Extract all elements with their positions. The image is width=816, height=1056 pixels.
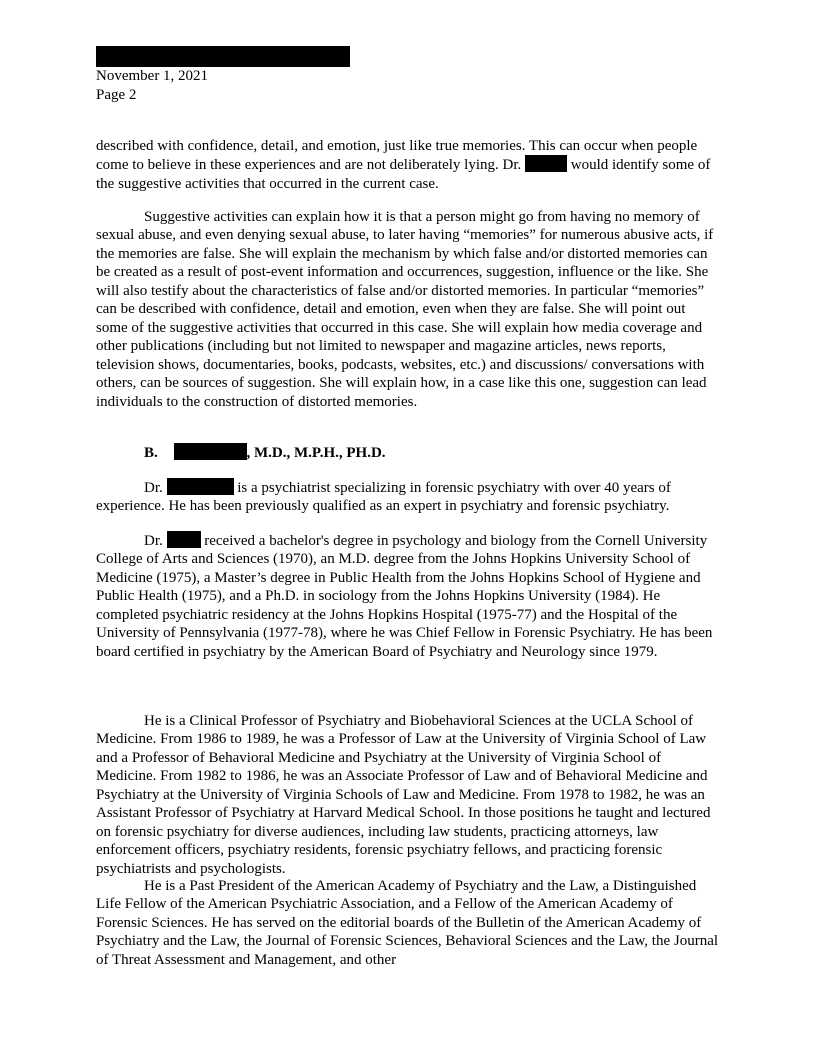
paragraph-2-text: Suggestive activities can explain how it is that a person might go from having no memory of sexual abuse, and even denying sexual abuse, to later having “memories” for numerous abusive acts, if the memories are false. She will explain the mechanism by which false and/or distorted memories can be created as a result of post-event information and occurrences, suggestion, influence or the like. She will also testify about the characteristics of false and/or distorted memories. In particular “memories” can be described with confidence, detail and emotion, even when they are false. She will point out some of the suggestive activities that occurred in this case. She will explain how media coverage and other publications (including but not limited to newspaper and magazine articles, news reports, television shows, documentaries, books, podcasts, websites, etc.) and discussions/ conversations with others, can be sources of suggestion. She will explain how, in a case like this one, suggestion can lead individuals to the construction of distorted memories. [96, 209, 714, 410]
redacted-name [525, 155, 567, 172]
paragraph-3 [96, 478, 720, 516]
paragraph-6 [96, 877, 720, 969]
paragraph-1 [96, 137, 720, 193]
redacted-addressee-block [96, 46, 350, 67]
redacted-name [174, 443, 247, 460]
paragraph-1-text-b: would identify some of the suggestive activities that occurred in the current case. [96, 157, 711, 192]
paragraph-3-text-a: Dr. [144, 480, 163, 496]
paragraph-4-text-b: received a bachelor's degree in psychology and biology from the Cornell University College of Arts and Sciences (1970), an M.D. degree from the Johns Hopkins University School of Medicine (1975), a Master’s degree in Public Health from the Johns Hopkins School of Hygiene and Public Health (1975), and a Ph.D. in sociology from the Johns Hopkins University (1984). He completed psychiatric residency at the Johns Hopkins Hospital (1975-77) and the Hospital of the University of Pennsylvania (1977-78), where he was Chief Fellow in Forensic Psychiatry. He has been board certified in psychiatry by the American Board of Psychiatry and Neurology since 1979. [96, 533, 713, 660]
paragraph-6-text: He is a Past President of the American Academy of Psychiatry and the Law, a Distinguished Life Fellow of the American Psychiatric Association, and a Fellow of the American Academy of Forensic Sciences. He has served on the editorial boards of the Bulletin of the American Academy of Psychiatry and the Law, the Journal of Forensic Sciences, Behavioral Sciences and the Law, the Journal of Threat Assessment and Management, and other [96, 878, 719, 968]
paragraph-4 [96, 531, 720, 661]
section-heading-credentials: , M.D., M.P.H., PH.D. [246, 445, 386, 461]
paragraph-5-text: He is a Clinical Professor of Psychiatry and Biobehavioral Sciences at the UCLA School of Medicine. From 1986 to 1989, he was a Professor of Law at the University of Virginia School of Law and a Professor of Behavioral Medicine and Psychiatry at the University of Virginia School of Medicine. From 1982 to 1986, he was an Associate Professor of Law and of Behavioral Medicine and Psychiatry at the University of Virginia Schools of Law and Medicine. From 1978 to 1982, he was an Assistant Professor of Psychiatry at Harvard Medical School. In those positions he taught and lectured on forensic psychiatry for diverse audiences, including law students, practicing attorneys, law enforcement officers, psychiatry residents, forensic psychiatry fellows, and practicing forensic psychiatrists and psychologists. [96, 713, 711, 877]
paragraph-3-text-b: is a psychiatrist specializing in forensic psychiatry with over 40 years of experience. He has been previously qualified as an expert in psychiatry and forensic psychiatry. [96, 480, 671, 515]
redacted-name [167, 531, 201, 548]
paragraph-2 [96, 208, 720, 411]
letter-date: November 1, 2021 [96, 68, 209, 84]
paragraph-1-text-a: described with confidence, detail, and emotion, just like true memories. This can occur when people come to believe in these experiences and are not deliberately lying. Dr. [96, 138, 698, 174]
redacted-name [167, 478, 234, 495]
paragraph-4-text-a: Dr. [144, 533, 163, 549]
section-letter: B. [144, 445, 158, 461]
paragraph-5 [96, 712, 720, 878]
page-number: Page 2 [96, 87, 137, 103]
section-heading-b [144, 443, 386, 462]
